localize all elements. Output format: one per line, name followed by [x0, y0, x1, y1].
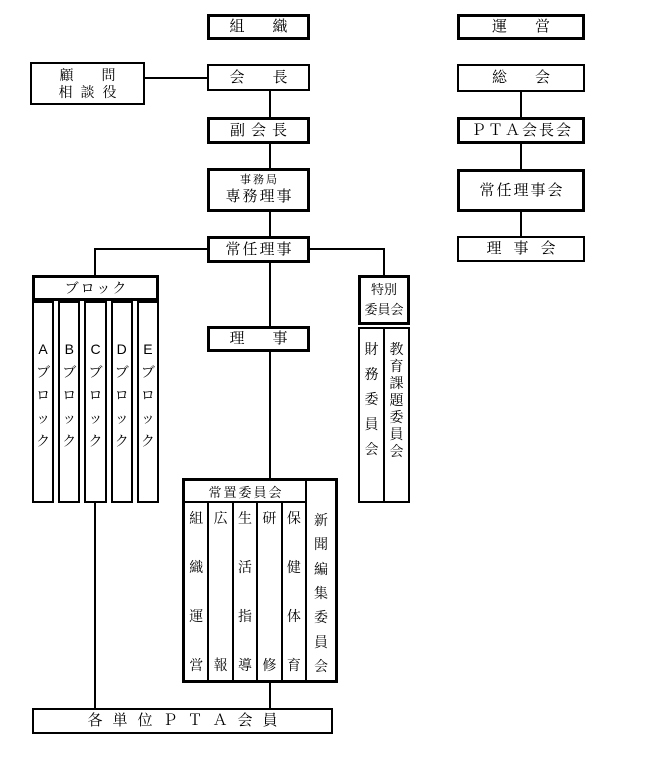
connector-block-members	[94, 503, 96, 708]
block-column-d: D ブ ロ ッ ク	[111, 301, 133, 503]
standing-committee-header	[185, 481, 305, 503]
block-header	[32, 275, 159, 301]
board-of-directors-box	[457, 236, 585, 262]
advisor-label-line1: 顧問	[59, 66, 144, 83]
general-assembly-label: 総会	[491, 69, 578, 86]
management-title-box	[457, 14, 585, 40]
standing-director-box	[207, 236, 310, 263]
connector-secretariat-standingdirector	[269, 212, 271, 236]
general-assembly-box	[457, 64, 585, 92]
board-of-directors-label: 理事会	[486, 240, 568, 257]
connector-standingdirector-director	[269, 263, 271, 326]
secretariat-label-line1: 事務局	[240, 173, 279, 186]
connector-ptapresidents-standingdirectors	[520, 144, 522, 169]
org-title-label: 組織	[229, 18, 316, 35]
health-pe-column: 保 健 体 育	[283, 503, 305, 680]
connector-standingcommittee-members	[269, 683, 271, 708]
pta-presidents-label: ＰＴＡ会長会	[470, 121, 573, 139]
standing-directors-meeting-box	[457, 169, 585, 212]
newspaper-editing-committee-column: 新 聞 編 集 委 員 会	[305, 481, 335, 680]
special-committee-columns	[358, 327, 410, 503]
connector-standingdirector-block-vertical	[94, 248, 96, 275]
members-box	[32, 708, 333, 734]
vice-president-label: 副会長	[229, 121, 293, 139]
connector-standingdirector-block-horizontal	[94, 248, 207, 250]
life-guidance-column: 生 活 指 導	[234, 503, 258, 680]
secretariat-box	[207, 168, 310, 212]
special-committee-header	[358, 275, 410, 325]
org-title-box	[207, 14, 316, 40]
director-box	[207, 326, 316, 352]
block-columns	[32, 301, 159, 503]
standing-directors-meeting-label: 常任理事会	[479, 181, 565, 199]
director-label: 理事	[229, 330, 316, 347]
connector-standingdirector-special-vertical	[383, 248, 385, 275]
connector-assembly-ptapresidents	[520, 92, 522, 117]
block-header-label: ブロック	[64, 279, 129, 296]
president-label: 会長	[229, 68, 316, 86]
training-column: 研 修	[258, 503, 282, 680]
connector-president-vicepresident	[269, 91, 271, 117]
connector-vicepresident-secretariat	[269, 144, 271, 168]
advisor-box	[30, 62, 145, 105]
management-title-label: 運営	[491, 18, 578, 35]
finance-committee-column: 財 務 委 員 会	[360, 329, 385, 501]
connector-director-standingcommittee	[269, 352, 271, 478]
standing-committee-columns	[185, 503, 305, 680]
standing-committee-group	[182, 478, 338, 683]
special-committee-header-line1: 特別	[370, 282, 397, 298]
public-relations-column: 広 報	[209, 503, 233, 680]
secretariat-label-line2: 専務理事	[225, 188, 294, 206]
block-column-e: E ブ ロ ッ ク	[137, 301, 159, 503]
block-column-a: A ブ ロ ッ ク	[32, 301, 54, 503]
block-column-c: C ブ ロ ッ ク	[84, 301, 106, 503]
members-label: 各単位ＰＴＡ会員	[87, 712, 288, 729]
president-box	[207, 64, 316, 91]
connector-standingdirector-special-horizontal	[310, 248, 385, 250]
standing-committee-left	[185, 481, 305, 680]
advisor-label-line2: 相談役	[58, 83, 125, 100]
standing-committee-header-label: 常置委員会	[208, 484, 284, 500]
education-issues-committee-column: 教 育 課 題 委 員 会	[385, 329, 408, 501]
standing-director-label: 常任理事	[225, 240, 294, 258]
vice-president-box	[207, 117, 310, 144]
org-management-column: 組 織 運 営	[185, 503, 209, 680]
special-committee-header-line2: 委員会	[364, 302, 404, 317]
connector-standingdirectors-board	[520, 212, 522, 236]
pta-presidents-box	[457, 117, 585, 144]
block-column-b: B ブ ロ ッ ク	[58, 301, 80, 503]
connector-advisor-president	[145, 77, 207, 79]
